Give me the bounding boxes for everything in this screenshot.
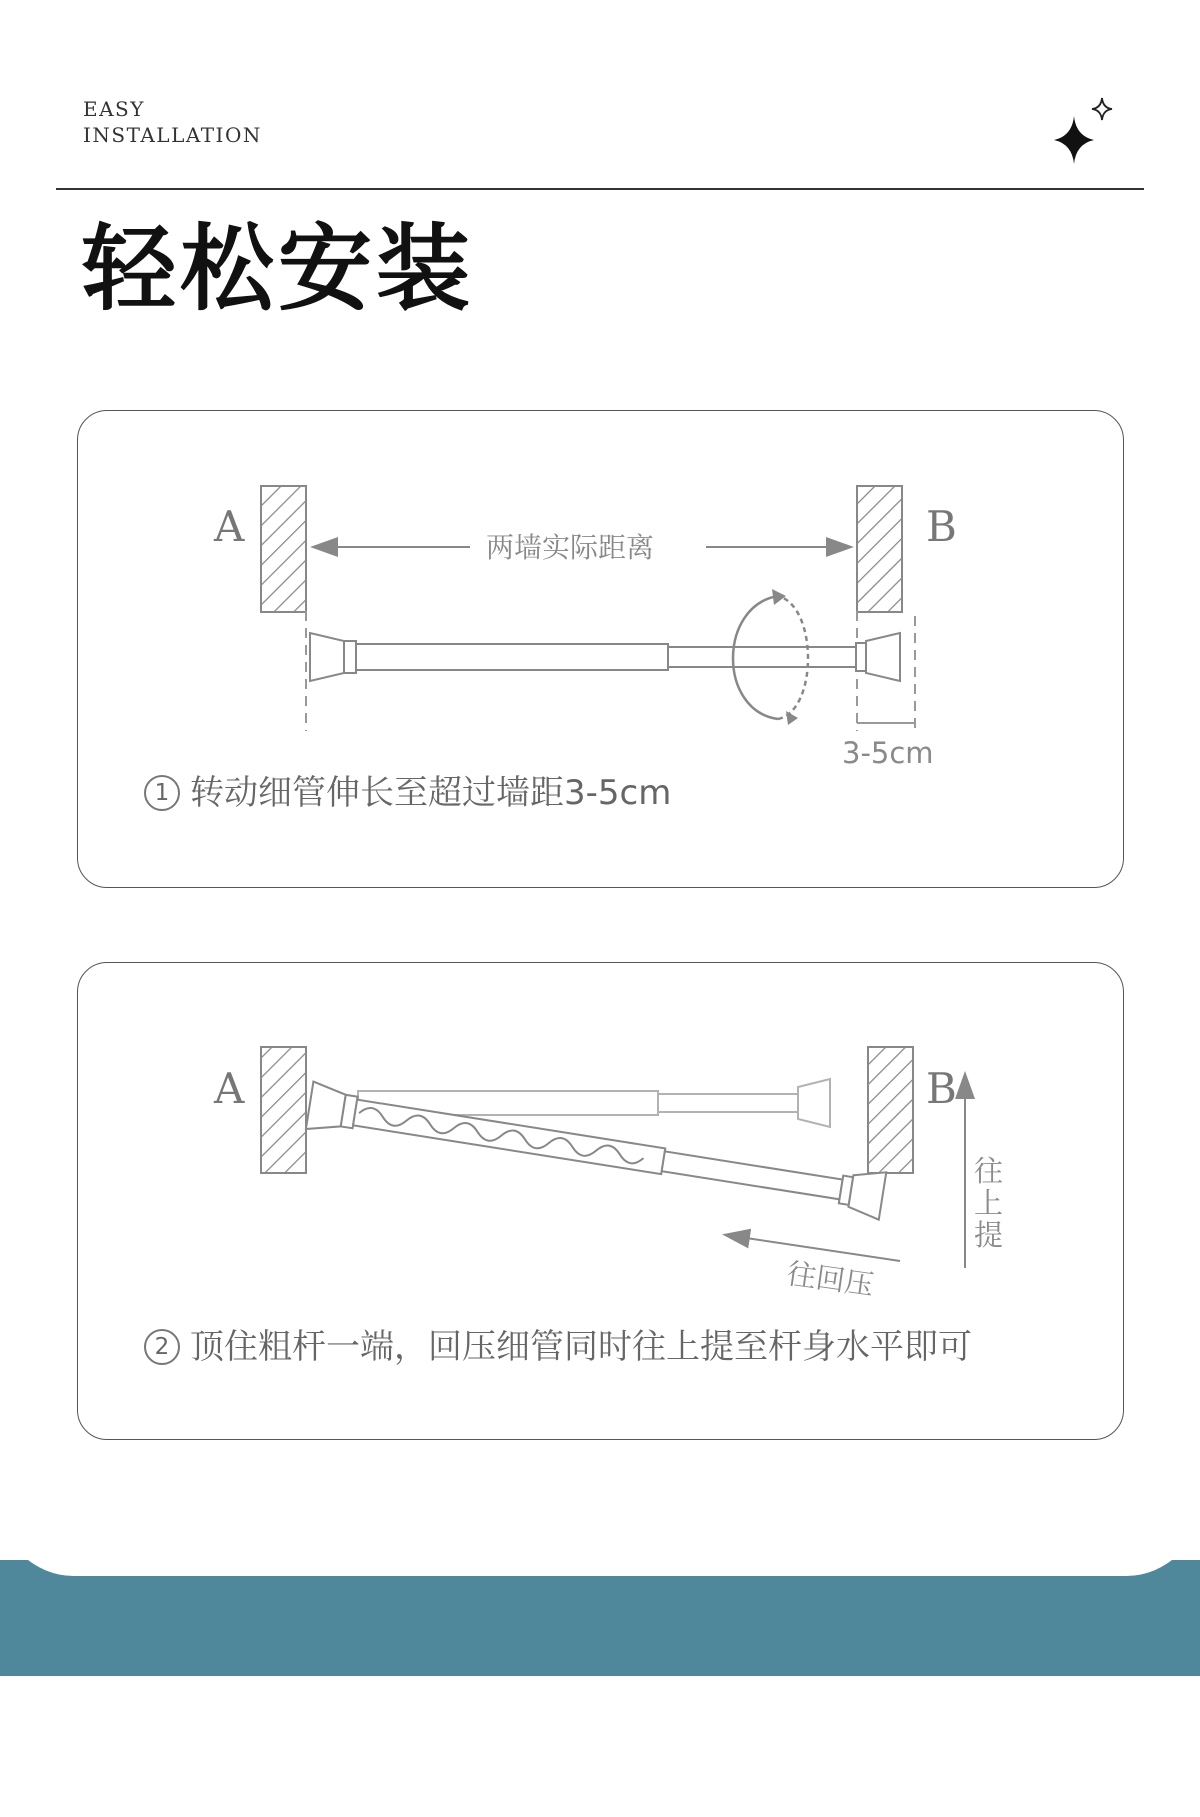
wall-b	[857, 486, 902, 612]
step-1-diagram	[78, 411, 1123, 887]
step-1-panel	[77, 410, 1124, 888]
wall-a	[261, 1047, 306, 1173]
four-point-star-icon	[1050, 96, 1118, 168]
wall-b	[868, 1047, 913, 1173]
wall-a	[261, 486, 306, 612]
page-title: 轻松安装	[82, 214, 475, 324]
tension-rod	[310, 633, 900, 681]
lift-label-1: 往	[974, 1154, 1004, 1188]
lift-label-2: 上	[974, 1186, 1004, 1220]
step-1-caption	[144, 771, 671, 815]
teal-footer-band	[0, 1560, 1200, 1676]
step-1-text: 转动细管伸长至超过墙距3-5cm	[190, 773, 672, 813]
wall-b-label: B	[926, 1064, 957, 1113]
step-2-number: 2	[144, 1329, 180, 1365]
eyebrow-line-2: INSTALLATION	[83, 123, 262, 147]
lift-label-3: 提	[974, 1218, 1004, 1252]
eyebrow-line-1: EASY	[83, 97, 145, 121]
header-divider	[56, 188, 1144, 190]
step-2-panel	[77, 962, 1124, 1440]
distance-label: 两墙实际距离	[486, 531, 655, 564]
step-2-text: 顶住粗杆一端，回压细管同时往上提至杆身水平即可	[190, 1327, 972, 1367]
press-back-label: 往回压	[785, 1256, 876, 1303]
eyebrow-text	[83, 96, 262, 148]
press-back-arrow	[726, 1235, 900, 1261]
step-1-number: 1	[144, 775, 180, 811]
step-2-caption	[144, 1325, 972, 1369]
wall-a-label: A	[214, 502, 245, 551]
wall-b-label: B	[926, 502, 957, 551]
wall-a-label: A	[214, 1064, 245, 1113]
gap-label: 3-5cm	[842, 736, 934, 770]
